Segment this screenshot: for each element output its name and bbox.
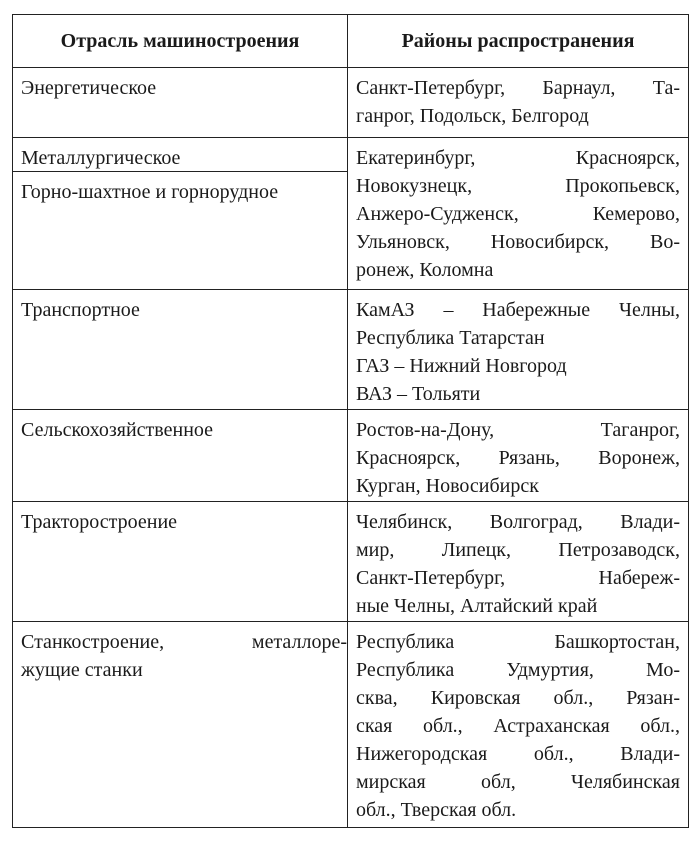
regions-line: Челябинск, Волгоград, Влади- (356, 511, 680, 533)
regions-cell (348, 290, 689, 410)
regions-line: Красноярск, Рязань, Воронеж, (356, 447, 680, 469)
regions-line: Новокузнецк, Прокопьевск, (356, 175, 680, 197)
regions-line: Екатеринбург, Красноярск, (356, 147, 680, 169)
regions-line: ронеж, Коломна (356, 259, 494, 281)
regions-line: Ульяновск, Новосибирск, Во- (356, 231, 680, 253)
regions-cell (348, 622, 689, 828)
table-row (13, 290, 689, 410)
regions-line: обл., Тверская обл. (356, 799, 517, 821)
regions-line: Санкт-Петербург, Набереж- (356, 567, 680, 589)
header-branch: Отрасль машиностроения (13, 15, 348, 68)
branch-cell: Металлургическое (13, 138, 347, 172)
branch-cell: Тракторостроение (13, 502, 348, 622)
regions-line: Ростов-на-Дону, Таганрог, (356, 419, 680, 441)
regions-cell (348, 502, 689, 622)
regions-line: мир, Липецк, Петрозаводск, (356, 539, 680, 561)
regions-line: КамАЗ – Набережные Челны, (356, 299, 680, 321)
regions-line: Республика Татарстан (356, 327, 545, 349)
table-header-row (13, 15, 689, 68)
table-row (13, 410, 689, 502)
regions-cell (348, 68, 689, 138)
regions-line: мирская обл, Челябинская (356, 771, 680, 793)
regions-line: ская обл., Астраханская обл., (356, 715, 680, 737)
table-row (13, 68, 689, 138)
regions-cell (348, 138, 689, 290)
regions-line: Республика Удмуртия, Мо- (356, 659, 680, 681)
branch-line: Станкостроение, металлоре- (21, 631, 347, 653)
regions-line: ГАЗ – Нижний Новгород (356, 355, 567, 377)
branch-cell (13, 622, 348, 828)
table-row (13, 502, 689, 622)
regions-line: Нижегородская обл., Влади- (356, 743, 680, 765)
branch-cell: Горно-шахтное и горнорудное (21, 181, 279, 203)
branch-cell-split (13, 138, 348, 290)
table-row (13, 622, 689, 828)
regions-line: ные Челны, Алтайский край (356, 595, 598, 617)
branch-cell: Энергетическое (13, 68, 348, 138)
regions-line: Санкт-Петербург, Барнаул, Та- (356, 77, 680, 99)
regions-line: Республика Башкортостан, (356, 631, 680, 653)
machine-building-table (12, 14, 689, 828)
branch-cell: Транспортное (13, 290, 348, 410)
branch-line: жущие станки (21, 659, 143, 681)
regions-line: Анжеро-Судженск, Кемерово, (356, 203, 680, 225)
table-row (13, 138, 689, 290)
regions-cell (348, 410, 689, 502)
regions-line: сква, Кировская обл., Рязан- (356, 687, 680, 709)
branch-cell: Сельскохозяйственное (13, 410, 348, 502)
header-regions: Районы распространения (348, 15, 689, 68)
regions-line: ВАЗ – Тольяти (356, 383, 481, 405)
regions-line: Курган, Новосибирск (356, 475, 539, 497)
regions-line: ганрог, Подольск, Белгород (356, 105, 589, 127)
